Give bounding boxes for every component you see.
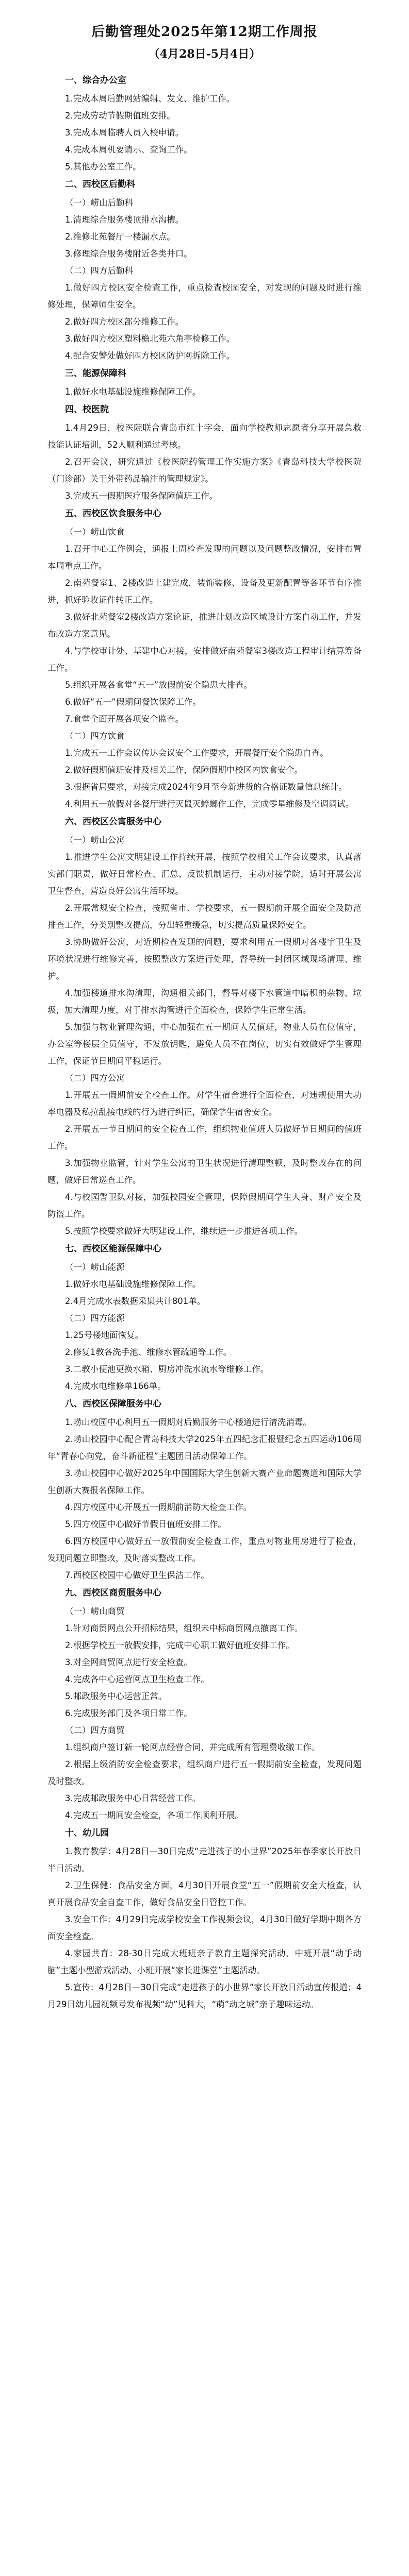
- section-heading: 五、西校区饮食服务中心: [65, 509, 161, 519]
- report-item: 2.召开会议，研究通过《校医院药管理工作实施方案》《青岛科技大学校医院（门诊部）关于外带药品输注的管理规定》。: [47, 457, 362, 484]
- section-group: [47, 727, 362, 812]
- report-item: 1.清理综合服务楼顶排水沟槽。: [65, 215, 184, 225]
- report-item: 3.协助做好公寓，对近期检查发现的问题，要求利用五一假期对各楼宇卫生及环境状况进行维修完善，按照整改方案进行处理，督导统一封闭区域现场清理、维护。: [47, 937, 362, 981]
- report-item: 1.25号楼地面恢复。: [65, 1330, 144, 1340]
- section-group: [47, 383, 362, 400]
- report-item: 1.开展五一假期前安全检查工作。对学生宿舍进行全面检查，对违规使用大功率电器及私拉乱接电线的行为进行纠正，确保学生宿舍安全。: [47, 1090, 362, 1117]
- report-item: 2.修复1教各洗手池、维修水管疏通等工作。: [65, 1347, 232, 1357]
- report-section: [47, 1825, 362, 2013]
- section-group: [47, 90, 362, 175]
- section-group: [47, 1310, 362, 1395]
- section-group: [47, 1070, 362, 1240]
- report-item: 2.做好假期值班安排及相关工作，保障假期中校区内饮食安全。: [65, 765, 303, 775]
- group-subheading: （一）崂山公寓: [65, 835, 125, 845]
- group-subheading: （二）四方饮食: [65, 731, 125, 741]
- report-item: 3.安全工作：4月29日完成学校安全工作视频会议，4月30日做好学期中期各方面安全检查。: [47, 1914, 362, 1941]
- section-heading: 六、西校区公寓服务中心: [65, 817, 161, 827]
- report-section: [47, 401, 362, 504]
- report-item: 6.做好“五一”假期间餐饮保障工作。: [65, 697, 201, 707]
- section-group: [47, 194, 362, 262]
- section-group: [47, 1414, 362, 1584]
- section-group: [47, 262, 362, 364]
- report-item: 3.对全网商贸网点进行安全检查。: [65, 1657, 192, 1667]
- group-subheading: （二）四方后勤科: [65, 266, 133, 276]
- report-item: 4.配合安警处做好四方校区防护网拆除工作。: [65, 351, 235, 361]
- section-heading: 四、校医院: [65, 404, 109, 415]
- report-item: 3.根据省局要求，对接完成2024年9月至今新进货的合格证数量信息统计。: [65, 782, 347, 792]
- group-subheading: （一）崂山饮食: [65, 527, 125, 537]
- report-item: 3.加强物业监管，针对学生公寓的卫生状况进行清理整顿，及时整改存在的问题，做好日常巡查工作。: [47, 1158, 362, 1185]
- report-section: [47, 176, 362, 364]
- report-item: 2.卫生保健：食品安全方面，4月30日开展食堂“五一”假期前安全大检查，认真开展食品安全自查工作，做好食品安全日管控工作。: [47, 1880, 362, 1907]
- report-item: 2.4月完成水表数据采集共计801单。: [65, 1296, 206, 1306]
- report-section: [47, 1585, 362, 1824]
- group-subheading: （二）四方能源: [65, 1313, 125, 1323]
- report-section: [47, 814, 362, 1240]
- report-item: 1.组织商户签订新一轮网点经营合同，并完成所有管理费收缴工作。: [65, 1742, 320, 1752]
- section-heading: 九、西校区商贸服务中心: [65, 1588, 161, 1598]
- report-item: 5.四方校园中心做好节假日值班安排工作。: [65, 1519, 226, 1529]
- report-item: 4.与校园警卫队对接，加强校园安全管理，保障假期间学生人身、财产安全及防盗工作。: [47, 1192, 362, 1219]
- report-item: 3.完成邮政服务中心日常经营工作。: [65, 1793, 201, 1803]
- report-section: [47, 505, 362, 812]
- report-item: 1.做好四方校区安全检查工作，重点检查校园安全，对发现的问题及时进行维修处理，保障师生安全。: [47, 283, 362, 310]
- report-item: 1.崂山校园中心利用五一假期对后勤服务中心楼道进行清洗消毒。: [65, 1417, 312, 1427]
- report-item: 4.完成五一期间安全检查，各项工作顺利开展。: [65, 1810, 243, 1820]
- report-item: 4.四方校园中心开展五一假期前消防大检查工作。: [65, 1502, 252, 1512]
- report-item: 4.家园共育：28-30日完成大班班亲子教育主题探究活动、中班开展“动手动脑”主题小型游戏活动、小班开展“家长进课堂”主题活动。: [47, 1948, 362, 1975]
- section-group: [47, 832, 362, 1070]
- report-item: 5.加强与物业管理沟通，中心加强在五一期间人员值班，物业人员在位值守，办公室等楼层全员值守，不发放钥匙，避免人员不在岗位，切实有效做好学生管理工作，保证节日期间平稳运行。: [47, 1022, 362, 1066]
- report-item: 7.西校区校园中心做好卫生保洁工作。: [65, 1570, 209, 1580]
- report-title: 后勤管理处2025年第12期工作周报: [91, 24, 318, 40]
- section-heading: 一、综合办公室: [65, 75, 126, 86]
- report-item: 2.崂山校园中心配合青岛科技大学2025年五四纪念汇报暨纪念五四运动106周年“青春心向党，奋斗新征程”主题团日活动保障工作。: [47, 1434, 362, 1461]
- report-body: [47, 72, 362, 2013]
- report-item: 5.其他办公室工作。: [65, 162, 141, 172]
- report-item: 4.利用五一放假对各餐厅进行灭鼠灭蟑螂作工作，完成零星维修及空调调试。: [65, 799, 354, 809]
- report-item: 3.崂山校园中心做好2025年中国国际大学生创新大赛产业命题赛道和国际大学生创新大赛报名保障工作。: [47, 1468, 362, 1495]
- report-item: 1.教育教学：4月28日—30日完成“走进孩子的小世界”2025年春季家长开放日半日活动。: [47, 1846, 362, 1873]
- report-item: 2.根据学校五一放假安排，完成中心职工做好值班安排工作。: [65, 1640, 295, 1650]
- report-item: 5.邮政服务中心运营正常。: [65, 1691, 167, 1701]
- report-item: 5.按照学校要求做好大明建设工作，继续进一步推进各项工作。: [65, 1226, 303, 1236]
- report-item: 3.完成五一假期医疗服务保障值班工作。: [65, 491, 218, 501]
- group-subheading: （一）崂山后勤科: [65, 198, 133, 208]
- report-item: 3.做好四方校区塑料檐北苑六角亭检修工作。: [65, 334, 235, 344]
- report-item: 3.完成本周临聘人员入校申请。: [65, 128, 184, 138]
- report-item: 4.完成各中心运营网点卫生检查工作。: [65, 1674, 209, 1684]
- report-item: 7.食堂全面开展各项安全监查。: [65, 714, 184, 724]
- report-section: [47, 1396, 362, 1584]
- report-item: 2.做好四方校区部分维修工作。: [65, 317, 184, 327]
- report-item: 2.完成劳动节假期值班安排。: [65, 111, 175, 121]
- report-item: 2.南苑餐室1、2楼改造土建完成，装饰装修、设备及更新配置等各环节有序推进，抓好验收证件转正工作。: [47, 578, 362, 605]
- section-heading: 三、能源保障科: [65, 368, 126, 379]
- report-item: 3.修理综合服务楼附近各类井口。: [65, 249, 192, 259]
- report-item: 1.做好水电基础设施维修保障工作。: [65, 387, 201, 397]
- section-group: [47, 523, 362, 727]
- group-subheading: （一）崂山能源: [65, 1262, 125, 1272]
- report-section: [47, 72, 362, 175]
- section-group: [47, 1603, 362, 1722]
- report-item: 3.二教小便池更换水箱、厨房冲洗水流水等维修工作。: [65, 1364, 269, 1374]
- report-item: 5.组织开展各食堂“五一”放假前安全隐患大排查。: [65, 680, 252, 690]
- report-item: 1.针对商贸网点公开招标结果，组织未中标商贸网点撤离工作。: [65, 1623, 303, 1633]
- group-subheading: （二）四方商贸: [65, 1725, 125, 1735]
- report-section: [47, 365, 362, 400]
- report-item: 1.推进学生公寓文明建设工作持续开展，按照学校相关工作会议要求，认真落实部门职责，做好日常检查、汇总、反馈机制运行，主动对接学院，适时开展公寓卫生督查，营造良好公寓生活环境。: [47, 852, 362, 896]
- section-heading: 二、西校区后勤科: [65, 179, 135, 190]
- report-item: 4.与学校审计处、基建中心对接，安排做好南苑餐室3楼改造工程审计结算筹备工作。: [47, 646, 362, 673]
- report-item: 1.做好水电基础设施维修保障工作。: [65, 1279, 201, 1289]
- report-item: 6.完成服务部门及各项日常工作。: [65, 1708, 192, 1718]
- report-item: 1.4月29日，校医院联合青岛市红十字会，面向学校教师志愿者分享开展急救技能认证培训，52人顺利通过考核。: [47, 423, 362, 450]
- group-subheading: （一）崂山商贸: [65, 1606, 125, 1616]
- report-item: 2.根据上级消防安全检查要求，组织商户进行五一假期前安全检查，发现问题及时整改。: [47, 1759, 362, 1786]
- report-item: 2.开展常规安全检查，按照省市、学校要求，五一假期前开展全面安全及防范排查工作，分类别整改提高，分出轻重缓急，切实提高质量保障安全。: [47, 903, 362, 930]
- report-item: 6.四方校园中心做好五一放假前安全检查工作，重点对物业用房进行了检查，发现问题立即整改，及时落实整改工作。: [47, 1536, 362, 1563]
- report-item: 1.召开中心工作例会，通报上周检查发现的问题以及问题整改情况，安排布置本周重点工作。: [47, 544, 362, 571]
- section-heading: 七、西校区能源保障中心: [65, 1244, 161, 1254]
- report-date-range: （4月28日-5月4日）: [148, 47, 261, 61]
- report-item: 4.完成水电维修单166单。: [65, 1381, 166, 1391]
- report-item: 2.开展五一节日期间的安全检查工作，组织物业值班人员做好节日期间的值班工作。: [47, 1124, 362, 1151]
- report-item: 4.加强楼道排水沟清理，沟通相关部门，督导对楼下水管道中暗积的杂物、垃圾，加大清理力度，对于排水沟管进行全面检查，保障学生正常生活。: [47, 988, 362, 1015]
- report-item: 3.做好北苑餐室2楼改造方案论证，推进计划改造区域设计方案自动工作，并发布改造方案意见。: [47, 612, 362, 639]
- report-item: 1.完成本周后勤网站编辑、发文、维护工作。: [65, 94, 235, 104]
- report-item: 5.宣传：4月28日—30日完成“走进孩子的小世界”家长开放日活动宣传报道；4月29日幼儿园视频号发布视频“幼”见科大，“萌”动之城”亲子趣味运动。: [47, 1982, 362, 2009]
- section-group: [47, 1722, 362, 1824]
- report-item: 2.维修北苑餐厅一楼漏水点。: [65, 232, 175, 242]
- section-heading: 八、西校区保障服务中心: [65, 1399, 161, 1409]
- report-item: 4.完成本周机要请示、查询工作。: [65, 145, 192, 155]
- section-group: [47, 1259, 362, 1310]
- section-group: [47, 419, 362, 504]
- section-heading: 十、幼儿园: [65, 1828, 109, 1838]
- section-group: [47, 1843, 362, 2013]
- report-section: [47, 1241, 362, 1395]
- report-item: 1.完成五一工作会议传达会议安全工作要求，开展餐厅安全隐患自查。: [65, 748, 329, 758]
- group-subheading: （二）四方公寓: [65, 1073, 125, 1083]
